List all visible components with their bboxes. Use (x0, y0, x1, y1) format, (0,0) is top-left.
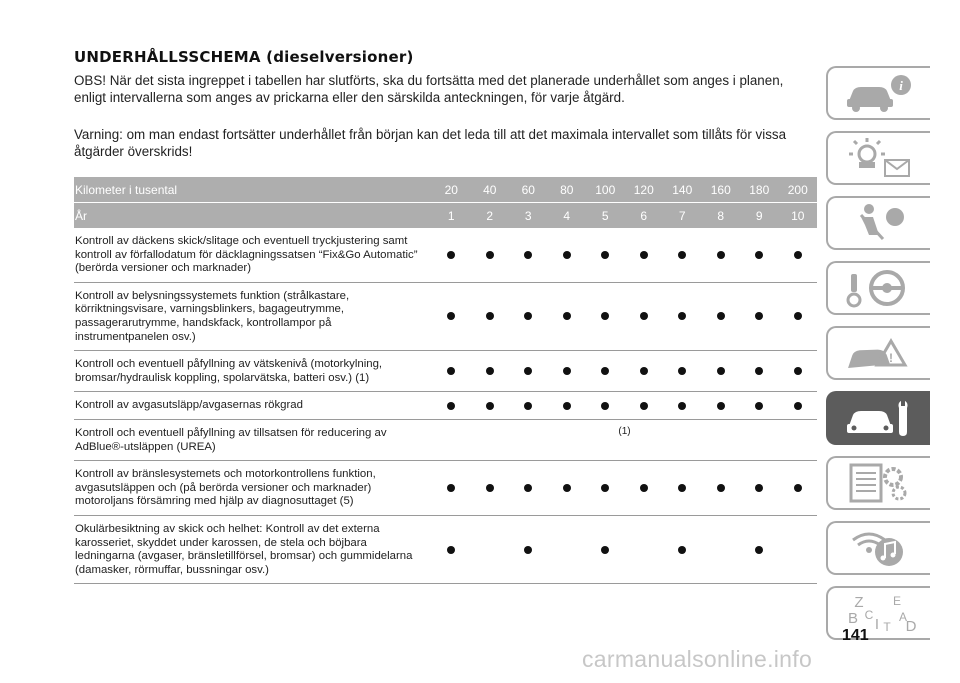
interval-cell (471, 392, 510, 419)
interval-dot (794, 367, 802, 375)
interval-dot (486, 251, 494, 259)
interval-cell (509, 351, 548, 391)
interval-dot (678, 484, 686, 492)
table-row (74, 228, 817, 283)
km-header-value: 160 (710, 182, 731, 197)
index-letter: B (847, 610, 859, 627)
year-header-value: 7 (678, 208, 686, 223)
interval-dot (678, 402, 686, 410)
interval-cell (432, 351, 471, 391)
table-row (74, 351, 817, 392)
interval-dot (486, 484, 494, 492)
interval-cell (509, 283, 548, 350)
index-letter: D (905, 618, 917, 635)
km-header-value: 80 (560, 182, 574, 197)
interval-cell (548, 283, 587, 350)
interval-dot (524, 402, 532, 410)
km-header-value: 20 (444, 182, 458, 197)
interval-dot (524, 546, 532, 554)
interval-cell (586, 461, 625, 515)
interval-dot (794, 312, 802, 320)
multimedia-icon (839, 526, 919, 570)
year-header-value: 6 (640, 208, 648, 223)
interval-cell (432, 283, 471, 350)
index-letter: Z (854, 594, 864, 611)
interval-cell (663, 392, 702, 419)
year-header-value: 1 (447, 208, 455, 223)
index-letter: E (892, 594, 902, 608)
interval-cell (548, 516, 587, 583)
maintenance-icon (839, 396, 919, 440)
tab-driving[interactable] (826, 261, 930, 315)
interval-cell (625, 228, 664, 282)
interval-cell (586, 392, 625, 419)
interval-dot (601, 251, 609, 259)
interval-cell (702, 228, 741, 282)
table-row (74, 461, 817, 516)
interval-dot (794, 484, 802, 492)
interval-cell (509, 392, 548, 419)
interval-cell (663, 283, 702, 350)
interval-cell (586, 351, 625, 391)
interval-cell (779, 461, 818, 515)
interval-dot (640, 484, 648, 492)
interval-note: (1) (618, 425, 631, 437)
interval-cell (586, 283, 625, 350)
interval-cell (740, 351, 779, 391)
tab-safety[interactable] (826, 196, 930, 250)
interval-dot (640, 251, 648, 259)
interval-cell (625, 516, 664, 583)
interval-cell (779, 283, 818, 350)
tab-technical-data[interactable] (826, 456, 930, 510)
svg-text:!: ! (889, 351, 893, 365)
year-header-value: 3 (524, 208, 532, 223)
interval-cell (586, 228, 625, 282)
interval-cell (625, 392, 664, 419)
year-header-value: 2 (486, 208, 494, 223)
intro-paragraph: OBS! När det sista ingreppet i tabellen har slutförts, ska du fortsätta med det planerade underhållet som anges i planen, enligt intervallerna som anges av prickarna eller den särskilda anteckningen, för varje åtgärd. (74, 73, 784, 105)
interval-cell (432, 228, 471, 282)
tab-warning-lights[interactable] (826, 131, 930, 185)
km-header-value: 60 (521, 182, 535, 197)
interval-cell (740, 283, 779, 350)
interval-dot (717, 251, 725, 259)
interval-dot (794, 402, 802, 410)
interval-dot (563, 402, 571, 410)
km-header-row (74, 177, 817, 202)
interval-cell (548, 351, 587, 391)
interval-cell (625, 283, 664, 350)
index-letter: A (898, 610, 908, 624)
row-description: Kontroll av bränslesystemets och motorkontrollens funktion, avgasutsläppen och (på berörda versioner och marknader) motoroljans försämring med hjälp av diagnosuttaget (5) (75, 468, 376, 508)
year-header-value: 10 (791, 208, 805, 223)
interval-cell (548, 461, 587, 515)
interval-cell (471, 283, 510, 350)
interval-dot (563, 367, 571, 375)
row-description: Okulärbesiktning av skick och helhet: Kontroll av det externa karosseriet, skyddet under karossen, de stela och böjbara ledningarna (avgaser, bränsletillförsel, bromsar) och gummidelarna (damasker, rörmuffar, bussningar osv.) (75, 522, 413, 576)
interval-dot (601, 484, 609, 492)
watermark: carmanualsonline.info (582, 646, 813, 672)
svg-text:i: i (899, 78, 903, 93)
interval-cell (548, 392, 587, 419)
interval-dot (717, 484, 725, 492)
tab-car-info[interactable] (826, 66, 930, 120)
interval-dot (755, 484, 763, 492)
interval-cell (702, 392, 741, 419)
page-number: 141 (842, 627, 869, 644)
interval-cell (471, 461, 510, 515)
row-description: Kontroll och eventuell påfyllning av vätskenivå (motorkylning, bromsar/hydraulisk koppling, spolarvätska, batteri osv.) (1) (75, 358, 383, 384)
table-row (74, 283, 817, 351)
interval-dot (678, 546, 686, 554)
interval-cell (625, 461, 664, 515)
index-letter: T (883, 620, 891, 634)
interval-cell (432, 516, 471, 583)
interval-cell (779, 228, 818, 282)
car-info-icon (839, 71, 919, 115)
interval-dot (755, 402, 763, 410)
interval-dot (563, 251, 571, 259)
interval-dot (563, 312, 571, 320)
interval-cell (740, 392, 779, 419)
interval-cell (471, 351, 510, 391)
interval-cell (740, 461, 779, 515)
driving-icon (839, 266, 919, 310)
interval-dot (447, 367, 455, 375)
warning-lights-icon (839, 136, 919, 180)
interval-cell (625, 351, 664, 391)
index-letter: I (874, 616, 880, 633)
interval-cell (548, 228, 587, 282)
interval-dot (717, 367, 725, 375)
technical-data-icon (839, 461, 919, 505)
interval-cell (779, 516, 818, 583)
interval-dot (447, 546, 455, 554)
interval-dot (486, 312, 494, 320)
km-header-value: 180 (749, 182, 770, 197)
table-row (74, 420, 817, 461)
km-header-value: 100 (595, 182, 616, 197)
interval-dot (678, 367, 686, 375)
table-body (74, 228, 817, 584)
interval-dot (524, 251, 532, 259)
interval-dot (678, 312, 686, 320)
warning-paragraph: Varning: om man endast fortsätter underhållet från början kan det leda till att det maximala intervallet som tillåts för vissa åtgärder överskrids! (74, 127, 787, 159)
interval-dot (563, 484, 571, 492)
interval-dot (601, 312, 609, 320)
interval-cell (509, 516, 548, 583)
km-header-value: 140 (672, 182, 693, 197)
interval-dot (601, 402, 609, 410)
interval-cell (702, 283, 741, 350)
year-header-value: 5 (601, 208, 609, 223)
interval-dot (601, 546, 609, 554)
interval-dot (717, 402, 725, 410)
interval-cell (509, 228, 548, 282)
interval-cell (509, 461, 548, 515)
safety-icon (839, 201, 919, 245)
interval-dot (447, 312, 455, 320)
year-header-value: 4 (563, 208, 571, 223)
tab-emergency[interactable] (826, 326, 930, 380)
interval-dot (640, 312, 648, 320)
interval-dot (447, 251, 455, 259)
interval-dot (755, 546, 763, 554)
interval-cell (702, 351, 741, 391)
row-description: Kontroll och eventuell påfyllning av tillsatsen för reducering av AdBlue®-utsläppen (UREA) (75, 426, 387, 453)
page-title: UNDERHÅLLSSCHEMA (dieselversioner) (74, 48, 414, 66)
interval-cell (432, 392, 471, 419)
interval-cell (586, 516, 625, 583)
interval-cell (663, 516, 702, 583)
interval-cell (740, 228, 779, 282)
interval-dot (794, 251, 802, 259)
year-header-row (74, 203, 817, 228)
interval-dot (717, 312, 725, 320)
interval-cell (663, 351, 702, 391)
interval-dot (524, 484, 532, 492)
interval-cell (779, 392, 818, 419)
interval-cell (740, 516, 779, 583)
interval-dot (755, 312, 763, 320)
maintenance-table (74, 177, 817, 584)
row-description: Kontroll av avgasutsläpp/avgasernas rökgrad (75, 399, 303, 412)
interval-dot (640, 402, 648, 410)
interval-cell (663, 228, 702, 282)
km-header-value: 200 (787, 182, 808, 197)
interval-cell (702, 516, 741, 583)
km-header-label: Kilometer i tusental (75, 182, 178, 197)
table-row (74, 392, 817, 420)
interval-dot (755, 251, 763, 259)
interval-cell (471, 516, 510, 583)
interval-cell (663, 461, 702, 515)
km-header-value: 40 (483, 182, 497, 197)
km-header-value: 120 (633, 182, 654, 197)
interval-dot (486, 367, 494, 375)
interval-dot (678, 251, 686, 259)
interval-dot (755, 367, 763, 375)
tab-maintenance[interactable] (826, 391, 930, 445)
row-description: Kontroll av däckens skick/slitage och eventuell tryckjustering samt kontroll av förfallodatum för däcklagningssatsen “Fix&Go Automatic” (berörda versioner och marknader) (75, 235, 418, 275)
interval-dot (486, 402, 494, 410)
interval-cell (702, 461, 741, 515)
interval-cell (471, 228, 510, 282)
row-description: Kontroll av belysningssystemets funktion (strålkastare, körriktningsvisare, varningsblinkers, bagageutrymme, passagerarutrymme, handskfack, kontrollampor på instrumentpanelen osv.) (75, 289, 350, 343)
emergency-icon (839, 331, 919, 375)
year-header-label: År (75, 208, 87, 223)
table-row (74, 516, 817, 584)
interval-dot (447, 402, 455, 410)
year-header-value: 9 (755, 208, 763, 223)
index-letter: C (864, 608, 874, 622)
interval-dot (447, 484, 455, 492)
chapter-sidebar (826, 66, 934, 651)
year-header-value: 8 (717, 208, 725, 223)
interval-dot (640, 367, 648, 375)
interval-dot (524, 367, 532, 375)
tab-multimedia[interactable] (826, 521, 930, 575)
interval-cell (779, 351, 818, 391)
interval-dot (524, 312, 532, 320)
interval-dot (601, 367, 609, 375)
interval-cell (432, 461, 471, 515)
